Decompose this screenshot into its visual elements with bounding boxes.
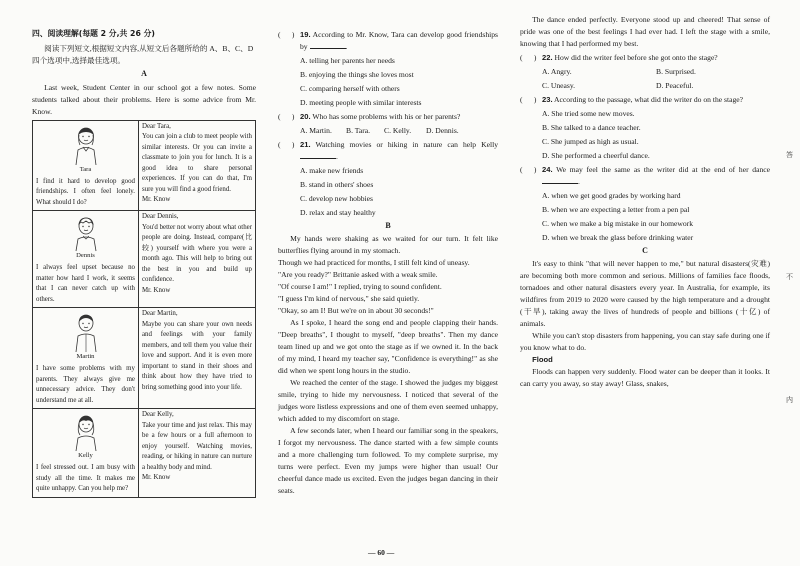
q22-option-b[interactable]: B. Surprised.	[656, 66, 696, 76]
dennis-greeting: Dear Dennis,	[142, 213, 179, 221]
q19-text: According to Mr. Know, Tara can develop good friendships by	[300, 30, 498, 51]
kelly-advice: Take your time and just relax. This may be a few hours or a full afternoon to enjoy yourself. Watching movies, reading, or hiking in nature can nurture a healthy body and mind.	[142, 421, 252, 471]
q19-option-c[interactable]: C. comparing herself with others	[300, 83, 400, 93]
girl-icon	[71, 125, 101, 165]
q22-option-d[interactable]: D. Peaceful.	[656, 80, 694, 90]
margin-mark-1: 答	[786, 151, 793, 159]
passage-b-para-2: Though we had practiced for months, I still felt kind of uneasy.	[278, 258, 470, 268]
advice-row-dennis	[33, 211, 256, 308]
q19-fill-line	[310, 41, 346, 49]
martin-greeting: Dear Martin,	[142, 310, 178, 318]
q24-option-c[interactable]: C. when we make a big mistake in our homework	[542, 218, 693, 228]
q24-option-b[interactable]: B. when we are expecting a letter from a pen pal	[542, 204, 690, 214]
martin-problem: I have some problems with my parents. They always give me unnecessary advice. They don't understand me at all.	[36, 365, 135, 404]
q23-option-a[interactable]: A. She tried some new moves.	[542, 108, 635, 118]
q20-option-c[interactable]: C. Kelly.	[384, 125, 412, 135]
passage-c-para-2: While you can't stop disasters from happening, you can stay safe during one if you know what to do.	[520, 331, 770, 353]
question-23	[520, 94, 770, 106]
q20-option-d[interactable]: D. Dennis.	[426, 125, 459, 135]
q21-option-b[interactable]: B. stand in others' shoes	[300, 179, 374, 189]
question-20	[278, 111, 498, 123]
q24-option-d[interactable]: D. when we break the glass before drinking water	[542, 232, 694, 242]
q24-fill-line	[542, 176, 578, 184]
kelly-sign: Mr. Know	[142, 474, 171, 482]
kelly-figure	[36, 413, 135, 451]
q20-options	[278, 125, 498, 137]
flood-subhead: Flood	[532, 355, 553, 365]
tara-name: Tara	[79, 165, 92, 173]
tara-sign: Mr. Know	[142, 196, 171, 204]
martin-advice: Maybe you can share your own needs and feelings with your family members, and tell them you value their love and support. And it is even more important to stand in their shoes and think about how they have tried to bring something good into your life.	[142, 320, 252, 391]
martin-figure	[36, 312, 135, 352]
kelly-problem: I feel stressed out. I am busy with study all the time. It makes me quite unhappy. Can you help me?	[36, 464, 135, 493]
tara-problem: I find it hard to develop good friendships. I often feel lonely. What should I do?	[36, 177, 135, 206]
kelly-greeting: Dear Kelly,	[142, 411, 174, 419]
passage-b-para-3: "Are you ready?" Brittanie asked with a weak smile.	[278, 270, 438, 280]
passage-a-intro: Last week, Student Center in our school got a few notes. Some students talked about their problems. Here is some advice from Mr. Know.	[32, 82, 256, 116]
answer-blank-23[interactable]: ( )	[520, 94, 537, 104]
passage-b-para-1: My hands were shaking as we waited for our turn. It felt like butterflies flying around in my stomach.	[278, 234, 498, 256]
passage-b-para-9: A few seconds later, when I heard our familiar song in the speakers, I forgot my nervousness. The dance started with a few simple counts and a more challenging turn followed. To my complete surprise, my turns were perfect. Even my jumps were higher than usual! Our cheerful dance made us excited. Even the judges began dancing in their seats.	[278, 426, 498, 496]
q21-fill-line	[300, 151, 336, 159]
answer-blank-24[interactable]: ( )	[520, 164, 537, 174]
advice-row-tara	[33, 120, 256, 210]
passage-b-para-7: As I spoke, I heard the song end and people clapping their hands. "Deep breaths", I thought to myself, "deep breaths". Then my dance team lined up and we got onto the stage as if we owned it. In the back of my mind, I heard my teacher say, "Confidence is everything!" as she did when we spent long hours in the studio.	[278, 318, 498, 376]
advice-table	[32, 120, 256, 498]
q23-number: 23.	[542, 94, 553, 104]
girl-icon	[71, 413, 101, 451]
q24-option-a[interactable]: A. when we get good grades by working hard	[542, 190, 681, 200]
passage-b-para-8: We reached the center of the stage. I showed the judges my biggest smile, trying to hide my nervousness. I noticed that several of the judges wore listless expressions and one of them even seemed unhappy, which added to my discomfort on stage.	[278, 378, 498, 424]
q19-option-d[interactable]: D. meeting people with similar interests	[300, 97, 422, 107]
q22-option-c[interactable]: C. Uneasy.	[542, 80, 576, 90]
q19-option-b[interactable]: B. enjoying the things she loves most	[300, 69, 414, 79]
page-number: — 60 —	[368, 548, 395, 557]
q22-option-a[interactable]: A. Angry.	[542, 66, 572, 76]
answer-blank-20[interactable]: ( )	[278, 111, 295, 121]
q20-option-b[interactable]: B. Tara.	[346, 125, 371, 135]
boy-icon	[71, 312, 101, 352]
question-24: ( ) 24. We may feel the same as the writer did at the end of her dance .	[520, 164, 770, 186]
q23-option-c[interactable]: C. She jumped as high as usual.	[542, 136, 639, 146]
column-right	[520, 14, 770, 390]
q22-text: How did the writer feel before she got onto the stage?	[554, 52, 718, 62]
answer-blank-22[interactable]: ( )	[520, 52, 537, 62]
q24-number: 24.	[542, 164, 553, 174]
column-middle	[278, 28, 498, 496]
q20-number: 20.	[300, 111, 311, 121]
answer-blank-21[interactable]: ( )	[278, 139, 295, 149]
q24-text: We may feel the same as the writer did at the end of her dance	[556, 164, 770, 174]
advice-row-kelly	[33, 409, 256, 497]
question-21: ( ) 21. Watching movies or hiking in nature can help Kelly .	[278, 139, 498, 161]
q21-option-c[interactable]: C. develop new hobbies	[300, 193, 373, 203]
flood-text: Floods can happen very suddenly. Flood water can be deeper than it looks. It can carry you away, so stay away! Glass, snakes,	[520, 367, 770, 389]
q23-text: According to the passage, what did the writer do on the stage?	[554, 94, 743, 104]
passage-b-para-10: The dance ended perfectly. Everyone stood up and cheered! That sense of pride was one of the best feelings I had ever had. I left the stage with a smile, knowing that I had performed my best.	[520, 15, 770, 48]
dennis-figure	[36, 215, 135, 251]
passage-b-para-6: "Okay, so am I! But we're on in about 30 seconds!"	[278, 306, 434, 316]
dennis-advice: You'd better not worry about what other people are doing. Instead, compare(比较) yourself with where you were a month ago. This will help to bring out the best in you and build up confidence.	[142, 223, 253, 284]
q23-option-d[interactable]: D. She performed a cheerful dance.	[542, 150, 650, 160]
tara-figure	[36, 125, 135, 165]
margin-mark-2: 不	[786, 273, 793, 281]
q21-option-d[interactable]: D. relax and stay healthy	[300, 207, 376, 217]
dennis-problem: I always feel upset because no matter how hard I work, it seems that I can never catch up with others.	[36, 264, 135, 303]
passage-b-letter: B	[385, 220, 391, 230]
tara-advice: You can join a club to meet people with similar interests. Or you can invite a classmate to join you for lunch. It is a good idea to share personal experiences. If you can do that, I'm sure you will find a good friend.	[142, 133, 252, 193]
q23-option-b[interactable]: B. She talked to a dance teacher.	[542, 122, 641, 132]
question-22	[520, 52, 770, 64]
passage-b-para-5: "I guess I'm kind of nervous," she said quietly.	[278, 294, 420, 304]
passage-a-letter: A	[141, 69, 147, 79]
boy-icon	[71, 215, 101, 251]
advice-row-martin	[33, 308, 256, 409]
q21-number: 21.	[300, 139, 311, 149]
q19-number: 19.	[300, 30, 311, 39]
dennis-name: Dennis	[76, 252, 95, 260]
q21-option-a[interactable]: A. make new friends	[300, 165, 364, 175]
kelly-name: Kelly	[78, 452, 93, 460]
q22-number: 22.	[542, 52, 553, 62]
question-19: ( ) 19. According to Mr. Know, Tara can develop good friendships by .	[278, 30, 498, 51]
section-title: 四、阅读理解(每题 2 分,共 26 分)	[32, 29, 155, 38]
martin-name: Martin	[76, 353, 95, 361]
q20-option-a[interactable]: A. Martin.	[300, 125, 332, 135]
dennis-sign: Mr. Know	[142, 286, 171, 294]
column-left	[32, 28, 256, 498]
margin-mark-3: 内	[786, 396, 793, 404]
q20-text: Who has some problems with his or her parents?	[312, 111, 461, 121]
answer-blank-19[interactable]: ( )	[278, 30, 295, 39]
passage-c-letter: C	[642, 245, 648, 255]
tara-greeting: Dear Tara,	[142, 122, 171, 130]
q22-options	[520, 66, 770, 92]
passage-b-para-4: "Of course I am!" I replied, trying to sound confident.	[278, 282, 442, 292]
passage-c-para-1: It's easy to think "that will never happen to me," but natural disasters(灾难) are becoming both more common and serious. Millions of families face floods, tornadoes and other natural disasters every year. In Australia, for example, its wildfires from 2019 to 2020 were caused by the high temperature and a drought (干旱), taking away the lives of hundreds of people and billions (十亿) of animals.	[520, 259, 770, 329]
q19-option-a[interactable]: A. telling her parents her needs	[300, 55, 395, 65]
q21-text: Watching movies or hiking in nature can help Kelly	[315, 139, 498, 149]
instructions: 阅读下列短文,根据短文内容,从短文后各题所给的 A、B、C、D 四个选项中,选择最佳选项。	[32, 44, 254, 66]
